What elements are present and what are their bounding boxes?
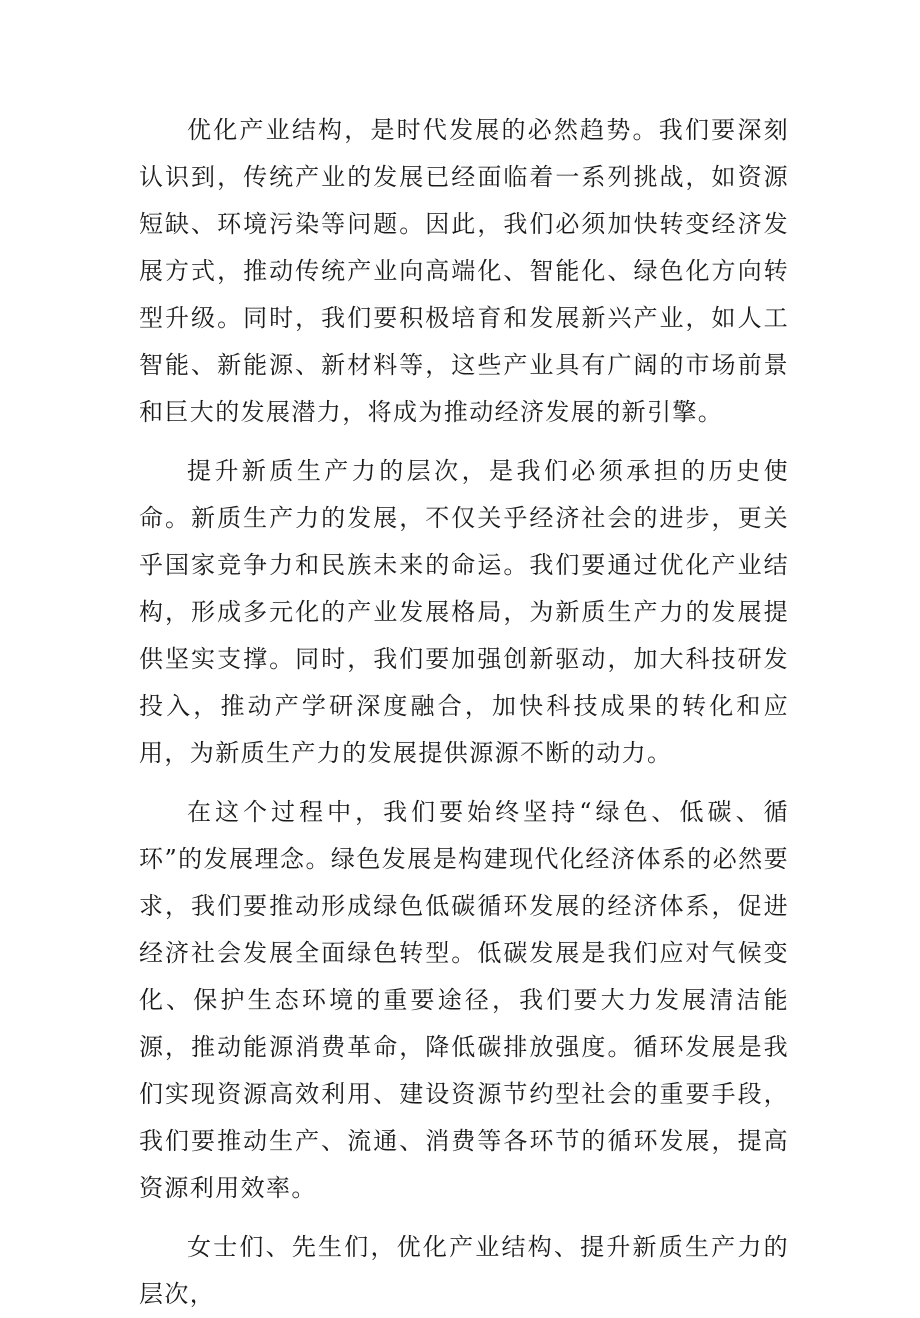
paragraph-closing: 女士们、先生们，优化产业结构、提升新质生产力的层次， xyxy=(139,1233,789,1308)
paragraph-industrial-structure: 优化产业结构，是时代发展的必然趋势。我们要深刻认识到，传统产业的发展已经面临着一系列挑战，如资源短缺、环境污染等问题。因此，我们必须加快转变经济发展方式，推动传统产业向高端化、智能化、绿色化方向转型升级。同时，我们要积极培育和发展新兴产业，如人工智能、新能源、新材料等，这些产业具有广阔的市场前景和巨大的发展潜力，将成为推动经济发展的新引擎。 xyxy=(139,116,789,426)
document-body xyxy=(139,107,789,1318)
paragraph-new-productivity: 提升新质生产力的层次，是我们必须承担的历史使命。新质生产力的发展，不仅关乎经济社会的进步，更关乎国家竞争力和民族未来的命运。我们要通过优化产业结构，形成多元化的产业发展格局，为新质生产力的发展提供坚实支撑。同时，我们要加强创新驱动，加大科技研发投入，推动产学研深度融合，加快科技成果的转化和应用，为新质生产力的发展提供源源不断的动力。 xyxy=(139,457,789,767)
paragraph-green-development: 在这个过程中，我们要始终坚持“绿色、低碳、循环”的发展理念。绿色发展是构建现代化经济体系的必然要求，我们要推动形成绿色低碳循环发展的经济体系，促进经济社会发展全面绿色转型。低碳发展是我们应对气候变化、保护生态环境的重要途径，我们要大力发展清洁能源，推动能源消费革命，降低碳排放强度。循环发展是我们实现资源高效利用、建设资源节约型社会的重要手段，我们要推动生产、流通、消费等各环节的循环发展，提高资源利用效率。 xyxy=(139,798,789,1202)
